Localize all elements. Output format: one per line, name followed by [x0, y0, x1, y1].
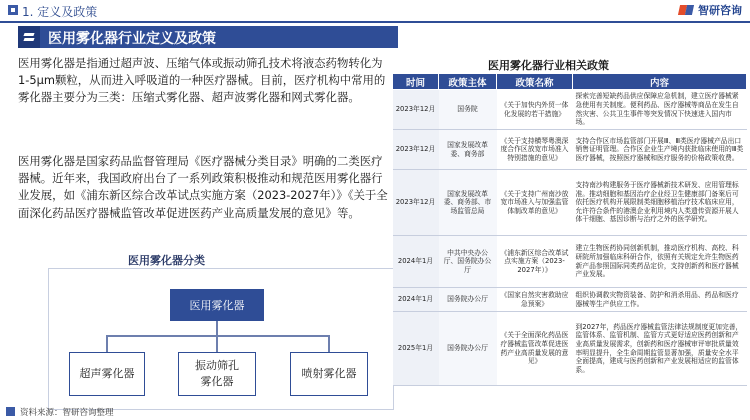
- cell-content: 支持南沙构建服务于医疗器械新技术研发、应用管理标准。推动细胞和基因治疗企业经卫生健康部门备案后可依托医疗机构开展限制类细胞移植治疗技术临床应用，允许符合条件的港澳企业利用境内人类遗传资源开展人体干细胞、基因诊断与治疗之外的医学研究。: [573, 170, 747, 236]
- cell-policy-name: 《关于支持广州南沙放宽市场准入与加强监管体制改革的意见》: [497, 170, 573, 236]
- policy-paragraph: 医用雾化器是国家药品监督管理局《医疗器械分类目录》明确的二类医疗器械。近年来，我国政府出台了一系列政策积极推动和规范医用雾化器行业发展，如《浦东新区综合改革试点实施方案（2023-2027年）》《关于全面深化药品医疗器械监管改革促进医药产业高质量发展的意见》等。: [18, 154, 388, 220]
- classification-leaf: 振动筛孔雾化器: [178, 352, 256, 396]
- cell-dept: 国务院办公厅: [439, 312, 497, 386]
- cell-content: 组织协调救灾物资装备、防护和消杀用品、药品和医疗器械等生产供应工作。: [573, 288, 747, 312]
- cell-content: 建立生物医药协同创新机制，推动医疗机构、高校、科研院所加强临床科研合作，依照有关规定允许生物医药新产品参照国际同类药品定价，支持创新药和医疗器械产业发展。: [573, 236, 747, 288]
- cell-content: 到2027年，药品医疗器械监管法律法规制度更加完善，监管体系、监管机制、监管方式更好适应医药创新和产业高质量发展需求，创新药和医疗器械审评审批质量效率明显提升，全生命周期监管显著加强，质量安全水平全面提高，建成与医药创新和产业发展相适应的监管体系。: [573, 312, 747, 386]
- brand-logo: [679, 2, 742, 18]
- double-chevron-icon: [18, 26, 40, 48]
- cell-dept: 国家发展改革委、商务部: [439, 130, 497, 170]
- cell-time: 2023年12月: [393, 130, 439, 170]
- table-row: [393, 236, 747, 288]
- column-header-name: 政策名称: [497, 74, 573, 90]
- column-header-time: 时间: [393, 74, 439, 90]
- cell-policy-name: 《关于全面深化药品医疗器械监管改革促进医药产业高质量发展的意见》: [497, 312, 573, 386]
- cell-policy-name: 《国家自然灾害救助应急预案》: [497, 288, 573, 312]
- classification-title: 医用雾化器分类: [128, 254, 205, 267]
- table-row: [393, 312, 747, 386]
- cell-time: 2025年1月: [393, 312, 439, 386]
- column-header-dept: 政策主体: [439, 74, 497, 90]
- cell-policy-name: 《关于支持横琴粤澳深度合作区放宽市场准入特别措施的意见》: [497, 130, 573, 170]
- cell-time: 2024年1月: [393, 288, 439, 312]
- policy-table: [392, 73, 747, 386]
- page-title: 医用雾化器行业定义及政策: [48, 31, 216, 47]
- definition-paragraph: 医用雾化器是指通过超声波、压缩气体或振动筛孔技术将液态药物转化为1-5μm颗粒，从而进入呼吸道的一种医疗器械。目前，医疗机构中常用的雾化器主要分为三类：压缩式雾化器、超声波雾化器和网式雾化器。: [18, 56, 386, 105]
- footer: [0, 404, 750, 420]
- table-row: [393, 170, 747, 236]
- brand-logo-text: 智研咨询: [698, 4, 742, 17]
- top-bar: [0, 0, 750, 20]
- policy-table-header: [393, 74, 747, 90]
- cell-policy-name: 《浦东新区综合改革试点实施方案（2023-2027年）》: [497, 236, 573, 288]
- cell-content: 探索完善短缺药品供应保障应急机制，建立医疗器械紧急使用有关制度。便利药品、医疗器械等商品在发生自然灾害、公共卫生事件等突发情况下快速进入国内市场。: [573, 90, 747, 130]
- table-row: [393, 130, 747, 170]
- top-divider: [0, 21, 750, 23]
- connector-leaf-1: [106, 335, 108, 352]
- connector-leaf-2: [216, 335, 218, 352]
- cell-dept: 国务院: [439, 90, 497, 130]
- source-icon: [6, 407, 15, 416]
- classification-root: 医用雾化器: [170, 289, 264, 321]
- cell-time: 2023年12月: [393, 170, 439, 236]
- connector-root-down: [216, 321, 218, 336]
- table-row: [393, 288, 747, 312]
- cell-time: 2024年1月: [393, 236, 439, 288]
- cell-time: 2023年12月: [393, 90, 439, 130]
- cell-dept: 中共中央办公厅、国务院办公厅: [439, 236, 497, 288]
- section-square-icon: [8, 5, 18, 15]
- brand-logo-icon: [679, 3, 695, 17]
- classification-leaf: 喷射雾化器: [290, 352, 368, 396]
- cell-dept: 国家发展改革委、商务部、市场监管总局: [439, 170, 497, 236]
- connector-leaf-3: [328, 335, 330, 352]
- connector-horizontal: [106, 335, 330, 337]
- cell-dept: 国务院办公厅: [439, 288, 497, 312]
- column-header-content: 内容: [573, 74, 747, 90]
- policy-table-title: 医用雾化器行业相关政策: [488, 59, 609, 72]
- cell-content: 支持合作区市场监管部门开展Ⅲ、Ⅲ类医疗器械产品出口销售证明管理。合作区企业生产境内获批临床使用的Ⅲ类医疗器械，按照医疗器械和医疗服务的价格政策收费。: [573, 130, 747, 170]
- section-title: 1. 定义及政策: [22, 5, 98, 19]
- source-note: 资料来源：智研咨询整理: [20, 408, 114, 418]
- cell-policy-name: 《关于加快内外贸一体化发展的若干措施》: [497, 90, 573, 130]
- table-row: [393, 90, 747, 130]
- classification-leaf: 超声雾化器: [69, 352, 145, 396]
- page-title-banner: [18, 26, 398, 48]
